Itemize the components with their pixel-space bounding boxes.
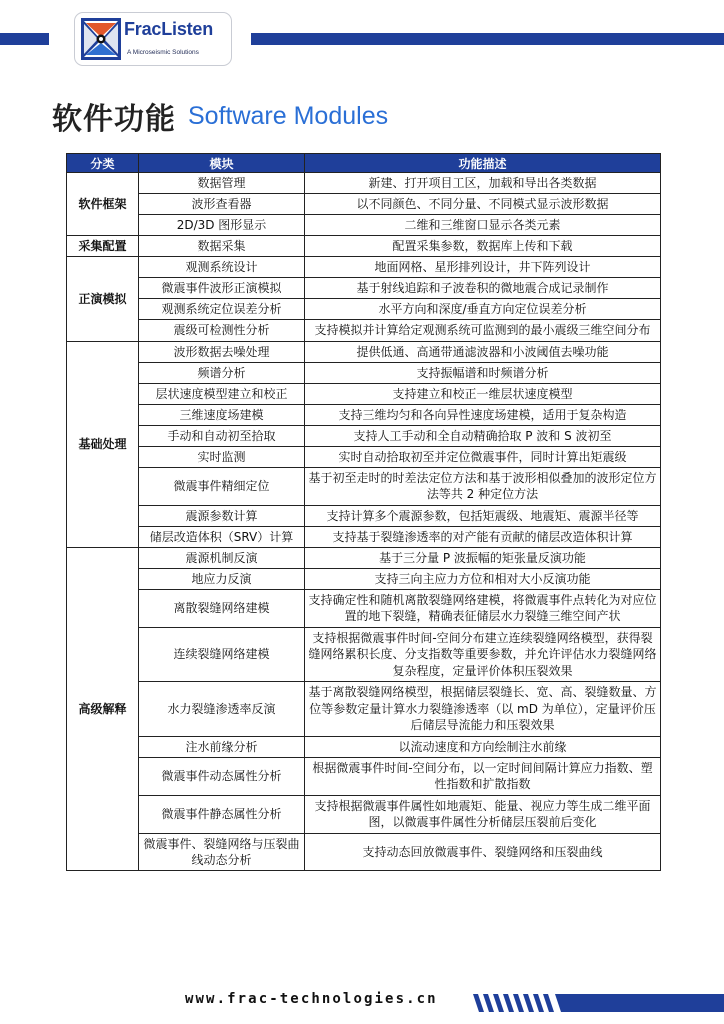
module-cell: 观测系统定位误差分析 (139, 299, 305, 320)
table-row (67, 236, 661, 257)
module-cell: 频谱分析 (139, 362, 305, 383)
description-cell: 支持振幅谱和时频谱分析 (305, 362, 661, 383)
module-cell: 注水前缘分析 (139, 736, 305, 757)
software-modules-table (66, 153, 661, 871)
table-row (67, 194, 661, 215)
category-cell: 基础处理 (67, 341, 139, 547)
module-cell: 震源机制反演 (139, 547, 305, 568)
module-cell: 数据采集 (139, 236, 305, 257)
brand-logo (74, 12, 232, 66)
module-cell: 2D/3D 图形显示 (139, 215, 305, 236)
category-cell: 采集配置 (67, 236, 139, 257)
table-row (67, 446, 661, 467)
table-row (67, 795, 661, 833)
module-cell: 数据管理 (139, 173, 305, 194)
description-cell: 基于初至走时的时差法定位方法和基于波形相似叠加的波形定位方法等共 2 种定位方法 (305, 467, 661, 505)
description-cell: 以流动速度和方向绘制注水前缘 (305, 736, 661, 757)
description-cell: 新建、打开项目工区，加载和导出各类数据 (305, 173, 661, 194)
footer-stripes-decoration (473, 994, 724, 1012)
category-cell: 正演模拟 (67, 257, 139, 342)
description-cell: 根据微震事件时间-空间分布，以一定时间间隔计算应力指数、塑性指数和扩散指数 (305, 757, 661, 795)
header-module: 模块 (139, 154, 305, 173)
table-header-row (67, 154, 661, 173)
page-title-chinese: 软件功能 (52, 102, 176, 137)
description-cell: 二维和三维窗口显示各类元素 (305, 215, 661, 236)
module-cell: 微震事件精细定位 (139, 467, 305, 505)
module-cell: 连续裂缝网络建模 (139, 627, 305, 682)
table-row (67, 467, 661, 505)
description-cell: 基于三分量 P 波振幅的矩张量反演功能 (305, 547, 661, 568)
module-cell: 波形查看器 (139, 194, 305, 215)
table-row (67, 736, 661, 757)
header-accent-bar-left (0, 33, 49, 45)
table-row (67, 547, 661, 568)
page-title-english: Software Modules (188, 101, 389, 130)
description-cell: 提供低通、高通带通滤波器和小波阈值去噪功能 (305, 341, 661, 362)
description-cell: 支持建立和校正一维层状速度模型 (305, 383, 661, 404)
description-cell: 支持基于裂缝渗透率的对产能有贡献的储层改造体积计算 (305, 526, 661, 547)
table-row (67, 173, 661, 194)
module-cell: 层状速度模型建立和校正 (139, 383, 305, 404)
table-row (67, 320, 661, 342)
description-cell: 支持确定性和随机离散裂缝网络建模，将微震事件点转化为对应位置的地下裂缝，精确表征储层水力裂缝三维空间产状 (305, 589, 661, 627)
table-row (67, 299, 661, 320)
table-row (67, 757, 661, 795)
description-cell: 实时自动拾取初至并定位微震事件，同时计算出矩震级 (305, 446, 661, 467)
table-row (67, 526, 661, 547)
table-row (67, 682, 661, 737)
module-cell: 微震事件动态属性分析 (139, 757, 305, 795)
description-cell: 支持根据微震事件时间-空间分布建立连续裂缝网络模型，获得裂缝网络累积长度、分支指数等重要参数，并允许评估水力裂缝网络复杂程度，定量评价体积压裂效果 (305, 627, 661, 682)
page-title (52, 94, 388, 138)
module-cell: 观测系统设计 (139, 257, 305, 278)
table-row (67, 833, 661, 870)
header-category: 分类 (67, 154, 139, 173)
table-row (67, 425, 661, 446)
module-cell: 实时监测 (139, 446, 305, 467)
table-row (67, 383, 661, 404)
category-cell: 软件框架 (67, 173, 139, 236)
table-row (67, 257, 661, 278)
description-cell: 水平方向和深度/垂直方向定位误差分析 (305, 299, 661, 320)
table-row (67, 278, 661, 299)
footer-website-link[interactable]: www.frac-technologies.cn (185, 991, 438, 1007)
description-cell: 配置采集参数，数据库上传和下载 (305, 236, 661, 257)
table-row (67, 341, 661, 362)
description-cell: 支持三维均匀和各向异性速度场建模，适用于复杂构造 (305, 404, 661, 425)
fraclisten-logo-icon (81, 18, 121, 60)
description-cell: 基于离散裂缝网络模型，根据储层裂缝长、宽、高、裂缝数量、方位等参数定量计算水力裂缝渗透率（以 mD 为单位），定量评价压后储层导流能力和压裂效果 (305, 682, 661, 737)
table-row (67, 362, 661, 383)
description-cell: 以不同颜色、不同分量、不同模式显示波形数据 (305, 194, 661, 215)
module-cell: 震源参数计算 (139, 505, 305, 526)
module-cell: 震级可检测性分析 (139, 320, 305, 342)
description-cell: 支持根据微震事件属性如地震矩、能量、视应力等生成二维平面图，以微震事件属性分析储层压裂前后变化 (305, 795, 661, 833)
table-row (67, 627, 661, 682)
module-cell: 微震事件波形正演模拟 (139, 278, 305, 299)
module-cell: 地应力反演 (139, 568, 305, 589)
description-cell: 地面网格、星形排列设计，井下阵列设计 (305, 257, 661, 278)
module-cell: 三维速度场建模 (139, 404, 305, 425)
table-row (67, 215, 661, 236)
table-row (67, 404, 661, 425)
description-cell: 支持计算多个震源参数，包括矩震级、地震矩、震源半径等 (305, 505, 661, 526)
description-cell: 支持模拟并计算给定观测系统可监测到的最小震级三维空间分布 (305, 320, 661, 342)
module-cell: 手动和自动初至拾取 (139, 425, 305, 446)
header-accent-bar-right (251, 33, 724, 45)
module-cell: 波形数据去噪处理 (139, 341, 305, 362)
table-row (67, 505, 661, 526)
description-cell: 支持三向主应力方位和相对大小反演功能 (305, 568, 661, 589)
header-description: 功能描述 (305, 154, 661, 173)
brand-tagline: A Microseismic Solutions (127, 49, 199, 56)
category-cell: 高级解释 (67, 547, 139, 870)
table-row (67, 589, 661, 627)
module-cell: 微震事件、裂缝网络与压裂曲线动态分析 (139, 833, 305, 870)
brand-name: FracListen (124, 19, 214, 39)
module-cell: 储层改造体积（SRV）计算 (139, 526, 305, 547)
module-cell: 水力裂缝渗透率反演 (139, 682, 305, 737)
description-cell: 支持人工手动和全自动精确拾取 P 波和 S 波初至 (305, 425, 661, 446)
description-cell: 基于射线追踪和子波卷积的微地震合成记录制作 (305, 278, 661, 299)
module-cell: 微震事件静态属性分析 (139, 795, 305, 833)
description-cell: 支持动态回放微震事件、裂缝网络和压裂曲线 (305, 833, 661, 870)
table-row (67, 568, 661, 589)
module-cell: 离散裂缝网络建模 (139, 589, 305, 627)
